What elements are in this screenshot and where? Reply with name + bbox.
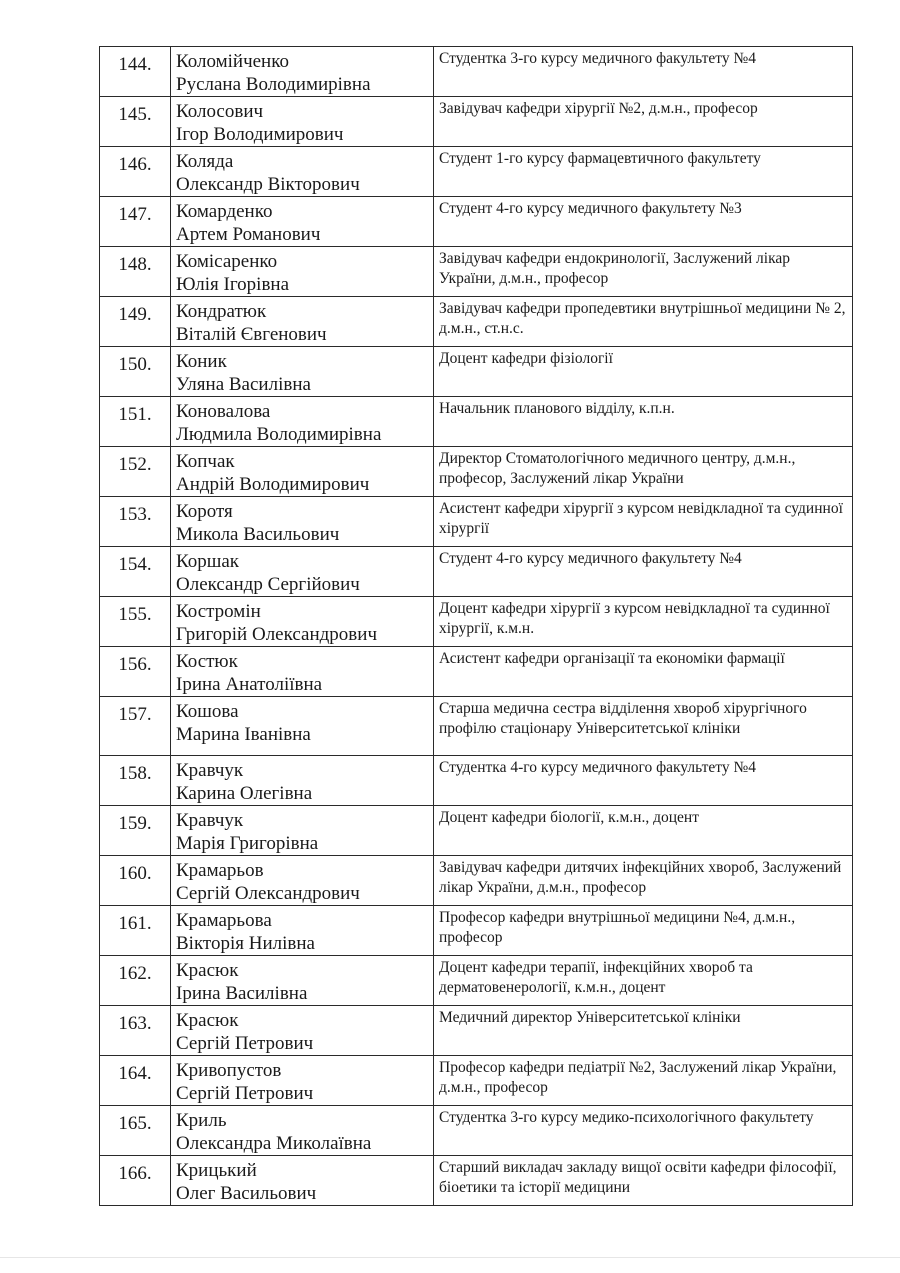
person-position: Асистент кафедри хірургії з курсом невідкладної та судинної хірургії [434,497,853,547]
row-number: 155. [100,597,171,647]
person-name [171,806,434,856]
person-surname: Колосович [176,101,264,122]
person-position: Доцент кафедри біології, к.м.н., доцент [434,806,853,856]
person-position: Студент 1-го курсу фармацевтичного факультету [434,147,853,197]
person-name [171,97,434,147]
person-name [171,497,434,547]
person-position: Медичний директор Університетської клініки [434,1006,853,1056]
person-given-names: Олег Васильович [176,1183,317,1204]
person-given-names: Віталій Євгенович [176,324,327,345]
person-position: Доцент кафедри фізіології [434,347,853,397]
person-position: Студентка 3-го курсу медичного факультету №4 [434,47,853,97]
person-surname: Кондратюк [176,301,267,322]
table-row [100,97,853,147]
person-name [171,756,434,806]
person-name [171,856,434,906]
page-bottom-divider [0,1257,900,1258]
person-given-names: Сергій Петрович [176,1033,314,1054]
table-row [100,1156,853,1206]
person-surname: Коник [176,351,227,372]
table-row [100,547,853,597]
table-row [100,297,853,347]
person-position: Завідувач кафедри хірургії №2, д.м.н., професор [434,97,853,147]
person-given-names: Сергій Олександрович [176,883,360,904]
person-given-names: Карина Олегівна [176,783,313,804]
row-number: 153. [100,497,171,547]
table-row [100,447,853,497]
person-name [171,297,434,347]
person-position: Асистент кафедри організації та економіки фармації [434,647,853,697]
person-given-names: Руслана Володимирівна [176,74,371,95]
row-number: 145. [100,97,171,147]
person-given-names: Олександр Вікторович [176,174,360,195]
row-number: 158. [100,756,171,806]
row-number: 149. [100,297,171,347]
person-name [171,597,434,647]
person-surname: Крицький [176,1160,257,1181]
person-surname: Коновалова [176,401,271,422]
person-given-names: Ігор Володимирович [176,124,344,145]
person-name [171,1006,434,1056]
row-number: 147. [100,197,171,247]
person-surname: Копчак [176,451,235,472]
row-number: 162. [100,956,171,1006]
table-row [100,1106,853,1156]
person-name [171,1106,434,1156]
table-row [100,147,853,197]
person-surname: Коршак [176,551,240,572]
table-row [100,1006,853,1056]
person-name [171,547,434,597]
person-name [171,47,434,97]
person-given-names: Сергій Петрович [176,1083,314,1104]
table-row [100,1056,853,1106]
row-number: 152. [100,447,171,497]
row-number: 146. [100,147,171,197]
table-row [100,906,853,956]
row-number: 151. [100,397,171,447]
table-row [100,347,853,397]
table-row [100,47,853,97]
person-surname: Коломійченко [176,51,289,72]
table-row [100,956,853,1006]
person-position: Старша медична сестра відділення хвороб хірургічного профілю стаціонару Університетської клініки [434,697,853,756]
row-number: 157. [100,697,171,756]
table-row [100,397,853,447]
person-given-names: Ірина Василівна [176,983,308,1004]
person-name [171,197,434,247]
person-position: Студентка 3-го курсу медико-психологічного факультету [434,1106,853,1156]
person-given-names: Андрій Володимирович [176,474,370,495]
person-given-names: Вікторія Нилівна [176,933,315,954]
person-name [171,647,434,697]
person-position: Доцент кафедри терапії, інфекційних хвороб та дерматовенерології, к.м.н., доцент [434,956,853,1006]
person-surname: Криль [176,1110,227,1131]
person-given-names: Юлія Ігорівна [176,274,290,295]
person-name [171,347,434,397]
person-surname: Коротя [176,501,233,522]
person-position: Професор кафедри внутрішньої медицини №4, д.м.н., професор [434,906,853,956]
row-number: 150. [100,347,171,397]
row-number: 154. [100,547,171,597]
person-name [171,956,434,1006]
person-surname: Кравчук [176,810,244,831]
person-surname: Крамарьова [176,910,272,931]
table-row [100,806,853,856]
table-row [100,197,853,247]
person-surname: Костромін [176,601,261,622]
person-surname: Красюк [176,1010,239,1031]
person-name [171,1056,434,1106]
person-given-names: Олександр Сергійович [176,574,360,595]
person-name [171,1156,434,1206]
row-number: 165. [100,1106,171,1156]
person-position: Завідувач кафедри пропедевтики внутрішньої медицини № 2, д.м.н., ст.н.с. [434,297,853,347]
person-surname: Кривопустов [176,1060,282,1081]
row-number: 166. [100,1156,171,1206]
person-position: Доцент кафедри хірургії з курсом невідкладної та судинної хірургії, к.м.н. [434,597,853,647]
person-name [171,397,434,447]
person-position: Професор кафедри педіатрії №2, Заслужений лікар України, д.м.н., професор [434,1056,853,1106]
table-row [100,856,853,906]
table-row [100,497,853,547]
person-given-names: Микола Васильович [176,524,340,545]
person-name [171,147,434,197]
table-row [100,597,853,647]
person-given-names: Артем Романович [176,224,321,245]
person-given-names: Уляна Василівна [176,374,311,395]
person-given-names: Григорій Олександрович [176,624,377,645]
person-position: Студент 4-го курсу медичного факультету №3 [434,197,853,247]
person-name [171,906,434,956]
table-row [100,697,853,756]
row-number: 163. [100,1006,171,1056]
row-number: 160. [100,856,171,906]
row-number: 148. [100,247,171,297]
row-number: 161. [100,906,171,956]
person-surname: Кравчук [176,760,244,781]
person-position: Студентка 4-го курсу медичного факультету №4 [434,756,853,806]
roster-table-body [100,47,853,1206]
row-number: 156. [100,647,171,697]
person-name [171,697,434,756]
roster-table [99,46,853,1206]
person-surname: Комісаренко [176,251,278,272]
person-given-names: Марина Іванівна [176,724,311,745]
table-row [100,756,853,806]
person-name [171,447,434,497]
person-surname: Красюк [176,960,239,981]
person-surname: Костюк [176,651,238,672]
row-number: 144. [100,47,171,97]
table-row [100,647,853,697]
person-position: Завідувач кафедри дитячих інфекційних хвороб, Заслужений лікар України, д.м.н., професор [434,856,853,906]
person-given-names: Марія Григорівна [176,833,319,854]
row-number: 159. [100,806,171,856]
person-position: Директор Стоматологічного медичного центру, д.м.н., професор, Заслужений лікар України [434,447,853,497]
person-surname: Кошова [176,701,239,722]
row-number: 164. [100,1056,171,1106]
person-surname: Крамарьов [176,860,264,881]
person-position: Студент 4-го курсу медичного факультету №4 [434,547,853,597]
person-given-names: Олександра Миколаївна [176,1133,372,1154]
person-surname: Комарденко [176,201,273,222]
person-position: Начальник планового відділу, к.п.н. [434,397,853,447]
person-position: Завідувач кафедри ендокринології, Заслужений лікар України, д.м.н., професор [434,247,853,297]
table-row [100,247,853,297]
person-given-names: Ірина Анатоліївна [176,674,323,695]
person-name [171,247,434,297]
person-surname: Коляда [176,151,234,172]
person-given-names: Людмила Володимирівна [176,424,382,445]
person-position: Старший викладач закладу вищої освіти кафедри філософії, біоетики та історії медицини [434,1156,853,1206]
